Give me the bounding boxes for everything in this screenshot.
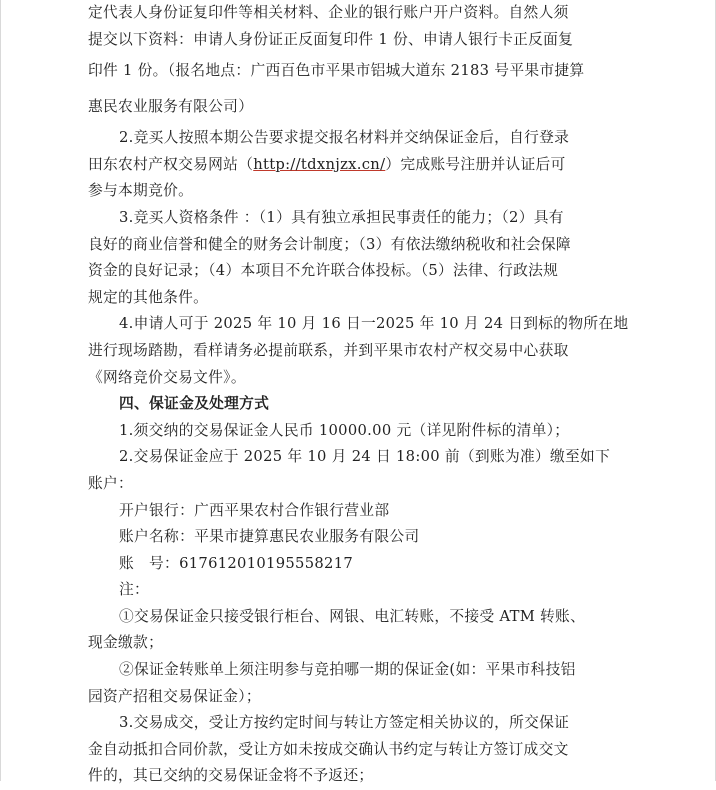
text-segment: 田东农村产权交易网站（ — [88, 155, 254, 173]
text-line: 1.须交纳的交易保证金人民币 10000.00 元（详见附件标的清单）； — [119, 421, 570, 439]
text-segment: ）完成账号注册并认证后可 — [385, 155, 566, 173]
text-line: 3.竞买人资格条件 ：（1）具有独立承担民事责任的能力；（2）具有 — [119, 208, 564, 226]
text-line: 3.交易成交，受让方按约定时间与转让方签定相关协议的，所交保证 — [119, 714, 570, 732]
text-line: 园资产招租交易保证金）； — [88, 687, 261, 705]
text-line: 《网络竞价交易文件》。 — [88, 368, 246, 386]
text-line: 账户： — [88, 474, 134, 492]
text-line: 进行现场踏勘，看样请务必提前联系，并到平果市农村产权交易中心获取 — [88, 341, 569, 359]
account-number-line: 账 号：617612010195558217 — [119, 554, 354, 572]
text-line: 2.竞买人按照本期公告要求提交报名材料并交纳保证金后，自行登录 — [119, 129, 570, 147]
account-name-line: 账户名称：平果市捷算惠民农业服务有限公司 — [119, 528, 420, 546]
bank-name-line: 开户银行：广西平果农村合作银行营业部 — [119, 501, 390, 519]
text-line: 印件 1 份。（报名地点：广西百色市平果市铝城大道东 2183 号平果市捷算 — [88, 62, 585, 80]
section-heading: 四、保证金及处理方式 — [119, 395, 270, 413]
text-line: 惠民农业服务有限公司） — [88, 98, 254, 116]
text-line: ①交易保证金只接受银行柜台、网银、电汇转账，不接受 ATM 转账、 — [119, 607, 586, 625]
note-label: 注： — [119, 581, 150, 599]
text-line: ②保证金转账单上须注明参与竞拍哪一期的保证金(如：平果市科技铝 — [119, 661, 576, 679]
text-line: 参与本期竞价。 — [88, 182, 194, 200]
text-line: 现金缴款； — [88, 634, 164, 652]
text-line: 提交以下资料：申请人身份证正反面复印件 1 份、申请人银行卡正反面复 — [88, 30, 574, 48]
text-line: 4.申请人可于 2025 年 10 月 16 日一2025 年 10 月 24 日到标的物所在地 — [119, 315, 629, 333]
text-line: 金自动抵扣合同价款，受让方如未按成交确认书约定与转让方签订成交文 — [88, 740, 569, 758]
website-link[interactable]: http://tdxnjzx.cn/ — [253, 155, 386, 173]
text-line: 定代表人身份证复印件等相关材料、企业的银行账户开户资料。自然人须 — [88, 4, 569, 21]
document-body — [88, 0, 627, 790]
text-line: 规定的其他条件。 — [88, 288, 209, 306]
text-line: 良好的商业信誉和健全的财务会计制度；（3）有依法缴纳税收和社会保障 — [88, 235, 571, 253]
text-line: 资金的良好记录；（4）本项目不允许联合体投标。（5）法律、行政法规 — [88, 262, 559, 280]
text-line: 件的，其已交纳的交易保证金将不予返还； — [88, 767, 374, 785]
text-line-with-link — [88, 152, 627, 179]
text-line: 2.交易保证金应于 2025 年 10 月 24 日 18:00 前（到账为准）缴至如下 — [119, 448, 611, 466]
